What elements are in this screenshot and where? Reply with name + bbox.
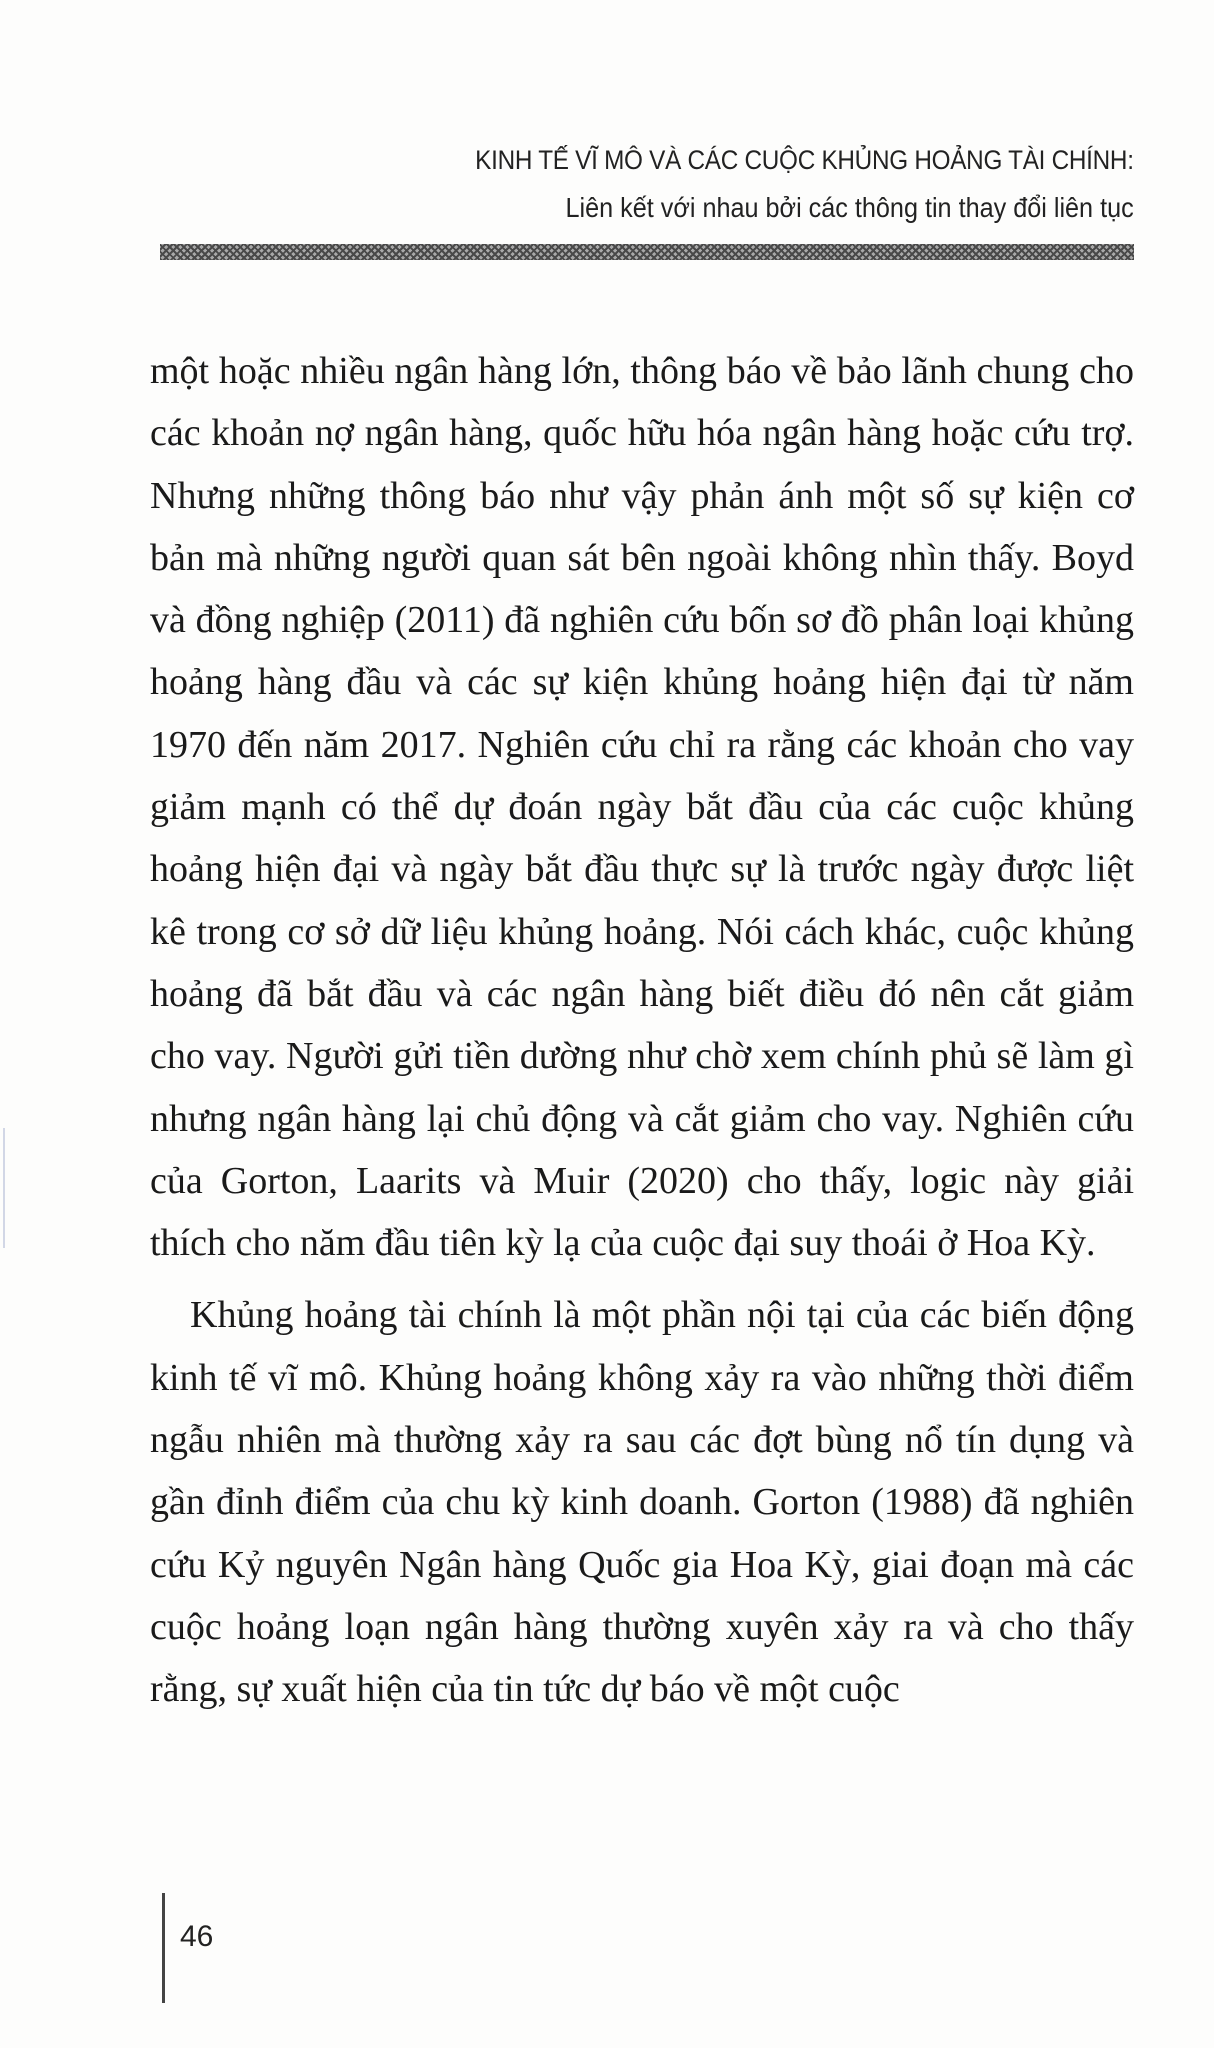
page-number: 46 xyxy=(180,1920,214,1953)
book-title: KINH TẾ VĨ MÔ VÀ CÁC CUỘC KHỦNG HOẢNG TÀI CHÍNH: xyxy=(475,145,1134,175)
footer-vertical-rule xyxy=(162,1893,165,2003)
book-subtitle: Liên kết với nhau bởi các thông tin thay đổi liên tục xyxy=(565,192,1134,223)
running-head xyxy=(402,140,1134,230)
paragraph: Khủng hoảng tài chính là một phần nội tại của các biến động kinh tế vĩ mô. Khủng hoảng không xảy ra vào những thời điểm ngẫu nhiên mà thường xảy ra sau các đợt bùng nổ tín dụng và gần đỉnh điểm của chu kỳ kinh doanh. Gorton (1988) đã nghiên cứu Kỷ nguyên Ngân hàng Quốc gia Hoa Kỳ, giai đoạn mà các cuộc hoảng loạn ngân hàng thường xuyên xảy ra và cho thấy rằng, sự xuất hiện của tin tức dự báo về một cuộc xyxy=(150,1294,1134,1711)
page-body xyxy=(150,340,1134,1721)
scan-edge-artifact xyxy=(3,1128,5,1248)
paragraph-continued: một hoặc nhiều ngân hàng lớn, thông báo về bảo lãnh chung cho các khoản nợ ngân hàng, quốc hữu hóa ngân hàng hoặc cứu trợ. Nhưng những thông báo như vậy phản ánh một số sự kiện cơ bản mà những người quan sát bên ngoài không nhìn thấy. Boyd và đồng nghiệp (2011) đã nghiên cứu bốn sơ đồ phân loại khủng hoảng hàng đầu và các sự kiện khủng hoảng hiện đại từ năm 1970 đến năm 2017. Nghiên cứu chỉ ra rằng các khoản cho vay giảm mạnh có thể dự đoán ngày bắt đầu của các cuộc khủng hoảng hiện đại và ngày bắt đầu thực sự là trước ngày được liệt kê trong cơ sở dữ liệu khủng hoảng. Nói cách khác, cuộc khủng hoảng đã bắt đầu và các ngân hàng biết điều đó nên cắt giảm cho vay. Người gửi tiền dường như chờ xem chính phủ sẽ làm gì nhưng ngân hàng lại chủ động và cắt giảm cho vay. Nghiên cứu của Gorton, Laarits và Muir (2020) cho thấy, logic này giải thích cho năm đầu tiên kỳ lạ của cuộc đại suy thoái ở Hoa Kỳ. xyxy=(150,350,1134,1265)
decorative-header-band xyxy=(160,244,1134,260)
